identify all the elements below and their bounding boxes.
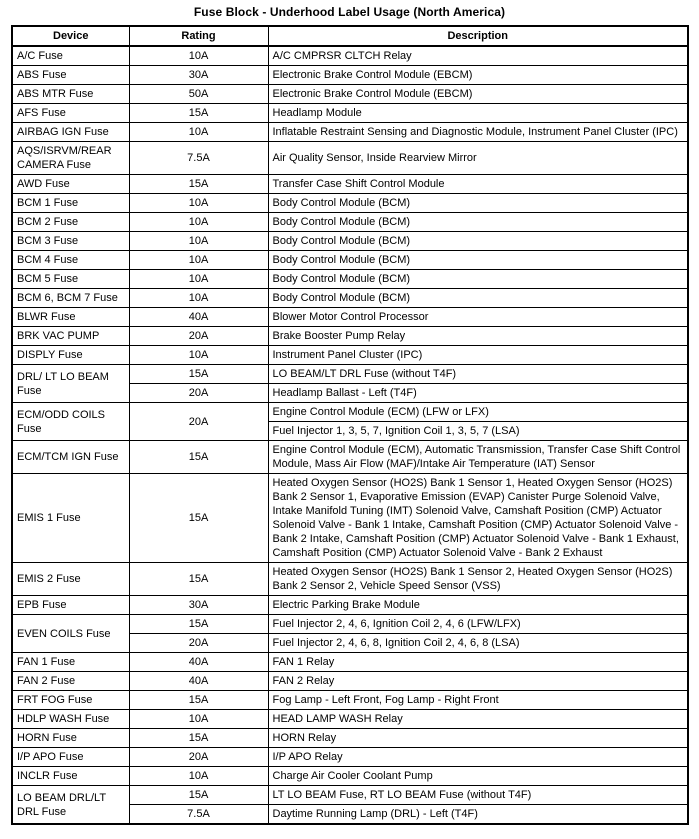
table-row: [12, 289, 688, 308]
table-row: [12, 653, 688, 672]
device-cell: AWD Fuse: [12, 175, 129, 194]
rating-cell: 7.5A: [129, 142, 268, 175]
table-row: [12, 66, 688, 85]
rating-cell: 15A: [129, 104, 268, 123]
description-cell: A/C CMPRSR CLTCH Relay: [268, 46, 688, 66]
rating-cell: 10A: [129, 710, 268, 729]
description-cell: Electronic Brake Control Module (EBCM): [268, 66, 688, 85]
rating-cell: 10A: [129, 346, 268, 365]
rating-cell: 20A: [129, 634, 268, 653]
header-row: [12, 26, 688, 46]
description-cell: HEAD LAMP WASH Relay: [268, 710, 688, 729]
table-row: [12, 691, 688, 710]
rating-cell: 10A: [129, 232, 268, 251]
rating-cell: 20A: [129, 327, 268, 346]
description-cell: LT LO BEAM Fuse, RT LO BEAM Fuse (without T4F): [268, 786, 688, 805]
rating-cell: 15A: [129, 474, 268, 563]
table-row: [12, 615, 688, 634]
rating-cell: 10A: [129, 251, 268, 270]
device-cell: HORN Fuse: [12, 729, 129, 748]
rating-cell: 15A: [129, 729, 268, 748]
description-cell: Charge Air Cooler Coolant Pump: [268, 767, 688, 786]
device-cell: BCM 2 Fuse: [12, 213, 129, 232]
description-cell: Body Control Module (BCM): [268, 270, 688, 289]
device-cell: BCM 5 Fuse: [12, 270, 129, 289]
rating-cell: 30A: [129, 66, 268, 85]
rating-cell: 10A: [129, 213, 268, 232]
rating-cell: 15A: [129, 175, 268, 194]
table-row: [12, 194, 688, 213]
table-row: [12, 403, 688, 422]
rating-cell: 10A: [129, 289, 268, 308]
page-title: Fuse Block - Underhood Label Usage (North America): [193, 5, 506, 19]
device-cell: INCLR Fuse: [12, 767, 129, 786]
rating-cell: 15A: [129, 563, 268, 596]
device-cell: HDLP WASH Fuse: [12, 710, 129, 729]
description-cell: LO BEAM/LT DRL Fuse (without T4F): [268, 365, 688, 384]
description-cell: Body Control Module (BCM): [268, 194, 688, 213]
rating-cell: 20A: [129, 403, 268, 441]
rating-cell: 20A: [129, 748, 268, 767]
description-cell: Fuel Injector 2, 4, 6, Ignition Coil 2, 4, 6 (LFW/LFX): [268, 615, 688, 634]
rating-cell: 20A: [129, 384, 268, 403]
table-row: [12, 232, 688, 251]
device-cell: BCM 1 Fuse: [12, 194, 129, 213]
description-cell: Headlamp Ballast - Left (T4F): [268, 384, 688, 403]
table-row: [12, 270, 688, 289]
table-row: [12, 563, 688, 596]
device-cell: LO BEAM DRL/LT DRL Fuse: [12, 786, 129, 825]
description-cell: Engine Control Module (ECM) (LFW or LFX): [268, 403, 688, 422]
device-cell: ECM/TCM IGN Fuse: [12, 441, 129, 474]
device-cell: BCM 4 Fuse: [12, 251, 129, 270]
rating-cell: 15A: [129, 365, 268, 384]
device-cell: EMIS 2 Fuse: [12, 563, 129, 596]
table-row: [12, 308, 688, 327]
table-row: [12, 441, 688, 474]
device-cell: FAN 1 Fuse: [12, 653, 129, 672]
table-row: [12, 748, 688, 767]
rating-cell: 15A: [129, 786, 268, 805]
device-cell: FRT FOG Fuse: [12, 691, 129, 710]
fuse-usage-table: [11, 25, 689, 825]
description-cell: Fuel Injector 1, 3, 5, 7, Ignition Coil 1, 3, 5, 7 (LSA): [268, 422, 688, 441]
header-device: Device: [12, 26, 129, 46]
description-cell: Electronic Brake Control Module (EBCM): [268, 85, 688, 104]
device-cell: BLWR Fuse: [12, 308, 129, 327]
rating-cell: 10A: [129, 767, 268, 786]
table-row: [12, 327, 688, 346]
description-cell: FAN 1 Relay: [268, 653, 688, 672]
description-cell: Daytime Running Lamp (DRL) - Left (T4F): [268, 805, 688, 825]
table-row: [12, 251, 688, 270]
device-cell: FAN 2 Fuse: [12, 672, 129, 691]
rating-cell: 10A: [129, 123, 268, 142]
description-cell: Body Control Module (BCM): [268, 213, 688, 232]
description-cell: Body Control Module (BCM): [268, 251, 688, 270]
table-row: [12, 346, 688, 365]
description-cell: Fog Lamp - Left Front, Fog Lamp - Right Front: [268, 691, 688, 710]
table-row: [12, 365, 688, 384]
rating-cell: 15A: [129, 691, 268, 710]
description-cell: Heated Oxygen Sensor (HO2S) Bank 1 Sensor 1, Heated Oxygen Sensor (HO2S) Bank 2 Sensor 1, Evaporative Emission (EVAP) Canister Purge Solenoid Valve, Intake Manifold Tuning (IMT) Solenoid Valve, Camshaft Position (CMP) Actuator Solenoid Valve - Bank 1 Intake, Camshaft Position (CMP) Actuator Solenoid Valve - Bank 2 Intake, Camshaft Position (CMP) Actuator Solenoid Valve - Bank 1 Exhaust, Camshaft Position (CMP) Actuator Solenoid Valve - Bank 2 Exhaust: [268, 474, 688, 563]
rating-cell: 50A: [129, 85, 268, 104]
description-cell: Fuel Injector 2, 4, 6, 8, Ignition Coil 2, 4, 6, 8 (LSA): [268, 634, 688, 653]
description-cell: Engine Control Module (ECM), Automatic Transmission, Transfer Case Shift Control Module, Mass Air Flow (MAF)/Intake Air Temperature (IAT) Sensor: [268, 441, 688, 474]
device-cell: BRK VAC PUMP: [12, 327, 129, 346]
device-cell: A/C Fuse: [12, 46, 129, 66]
device-cell: EVEN COILS Fuse: [12, 615, 129, 653]
device-cell: BCM 3 Fuse: [12, 232, 129, 251]
rating-cell: 30A: [129, 596, 268, 615]
device-cell: AIRBAG IGN Fuse: [12, 123, 129, 142]
table-row: [12, 710, 688, 729]
description-cell: Body Control Module (BCM): [268, 289, 688, 308]
description-cell: Inflatable Restraint Sensing and Diagnostic Module, Instrument Panel Cluster (IPC): [268, 123, 688, 142]
description-cell: Air Quality Sensor, Inside Rearview Mirror: [268, 142, 688, 175]
rating-cell: 7.5A: [129, 805, 268, 825]
rating-cell: 40A: [129, 308, 268, 327]
table-row: [12, 46, 688, 66]
description-cell: Headlamp Module: [268, 104, 688, 123]
table-row: [12, 786, 688, 805]
table-header: [12, 26, 688, 46]
rating-cell: 40A: [129, 653, 268, 672]
table-row: [12, 767, 688, 786]
header-rating: Rating: [129, 26, 268, 46]
rating-cell: 40A: [129, 672, 268, 691]
rating-cell: 10A: [129, 270, 268, 289]
device-cell: DRL/ LT LO BEAM Fuse: [12, 365, 129, 403]
fuse-table-body: [12, 46, 688, 824]
description-cell: HORN Relay: [268, 729, 688, 748]
table-row: [12, 175, 688, 194]
description-cell: Electric Parking Brake Module: [268, 596, 688, 615]
header-description: Description: [268, 26, 688, 46]
description-cell: Brake Booster Pump Relay: [268, 327, 688, 346]
description-cell: Blower Motor Control Processor: [268, 308, 688, 327]
description-cell: Instrument Panel Cluster (IPC): [268, 346, 688, 365]
device-cell: ABS Fuse: [12, 66, 129, 85]
description-cell: Transfer Case Shift Control Module: [268, 175, 688, 194]
table-row: [12, 729, 688, 748]
table-row: [12, 104, 688, 123]
table-row: [12, 123, 688, 142]
rating-cell: 15A: [129, 615, 268, 634]
device-cell: ECM/ODD COILS Fuse: [12, 403, 129, 441]
table-row: [12, 142, 688, 175]
rating-cell: 10A: [129, 46, 268, 66]
description-cell: FAN 2 Relay: [268, 672, 688, 691]
description-cell: Heated Oxygen Sensor (HO2S) Bank 1 Sensor 2, Heated Oxygen Sensor (HO2S) Bank 2 Sensor 2, Vehicle Speed Sensor (VSS): [268, 563, 688, 596]
table-row: [12, 85, 688, 104]
device-cell: AFS Fuse: [12, 104, 129, 123]
device-cell: BCM 6, BCM 7 Fuse: [12, 289, 129, 308]
description-cell: Body Control Module (BCM): [268, 232, 688, 251]
device-cell: I/P APO Fuse: [12, 748, 129, 767]
device-cell: EMIS 1 Fuse: [12, 474, 129, 563]
device-cell: EPB Fuse: [12, 596, 129, 615]
description-cell: I/P APO Relay: [268, 748, 688, 767]
table-row: [12, 672, 688, 691]
rating-cell: 10A: [129, 194, 268, 213]
device-cell: AQS/ISRVM/REAR CAMERA Fuse: [12, 142, 129, 175]
table-row: [12, 213, 688, 232]
table-row: [12, 474, 688, 563]
table-row: [12, 596, 688, 615]
rating-cell: 15A: [129, 441, 268, 474]
device-cell: ABS MTR Fuse: [12, 85, 129, 104]
device-cell: DISPLY Fuse: [12, 346, 129, 365]
